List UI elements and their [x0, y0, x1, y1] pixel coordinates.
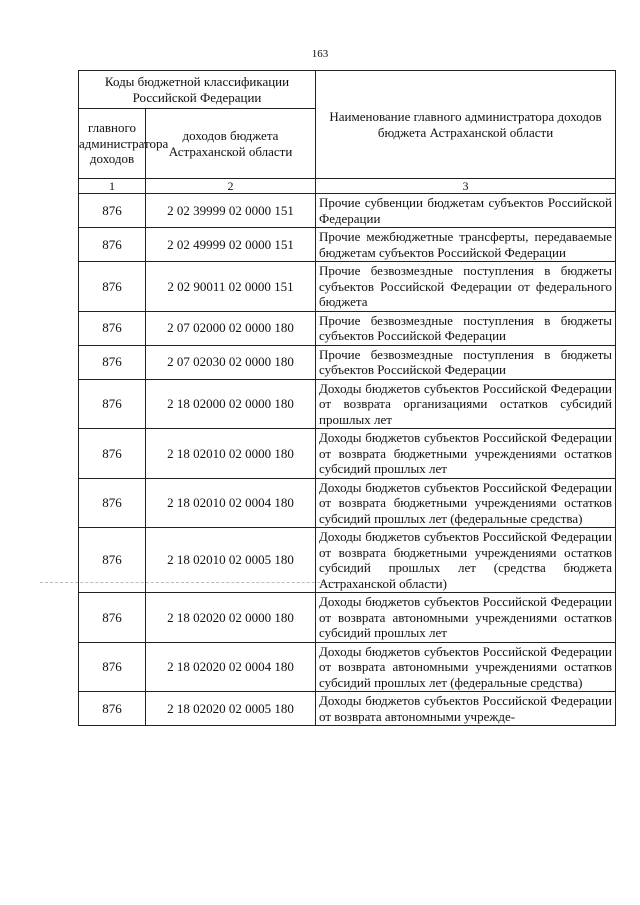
income-code-cell: 2 07 02030 02 0000 180 [146, 345, 316, 379]
column-number: 2 [146, 179, 316, 194]
header-codes-group: Коды бюджетной классификации Российской Федерации [79, 71, 316, 109]
budget-classification-table [78, 70, 616, 726]
income-code-cell: 2 18 02020 02 0000 180 [146, 593, 316, 643]
header-name-column: Наименование главного администратора доходов бюджета Астраханской области [316, 71, 616, 179]
income-name-cell: Прочие межбюджетные трансферты, передаваемые бюджетам субъектов Российской Федерации [316, 228, 616, 262]
income-code-cell: 2 18 02000 02 0000 180 [146, 379, 316, 429]
income-code-cell: 2 02 39999 02 0000 151 [146, 194, 316, 228]
table-row [79, 194, 616, 228]
income-name-cell: Доходы бюджетов субъектов Российской Федерации от возврата автономными учрежде- [316, 692, 616, 726]
admin-code-cell: 876 [79, 478, 146, 528]
income-name-cell: Доходы бюджетов субъектов Российской Федерации от возврата организациями остатков субсидий прошлых лет [316, 379, 616, 429]
header-admin-column: главного администратора доходов [79, 109, 146, 179]
table-row [79, 692, 616, 726]
table-row [79, 228, 616, 262]
income-code-cell: 2 02 90011 02 0000 151 [146, 262, 316, 312]
admin-code-cell: 876 [79, 692, 146, 726]
income-code-cell: 2 18 02010 02 0000 180 [146, 429, 316, 479]
table-row [79, 345, 616, 379]
admin-code-cell: 876 [79, 311, 146, 345]
income-code-cell: 2 18 02020 02 0004 180 [146, 642, 316, 692]
column-number-row [79, 179, 616, 194]
income-name-cell: Доходы бюджетов субъектов Российской Федерации от возврата бюджетными учреждениями остатков субсидий прошлых лет (средства бюджета Астраханской области) [316, 528, 616, 593]
table-row [79, 262, 616, 312]
income-code-cell: 2 07 02000 02 0000 180 [146, 311, 316, 345]
income-code-cell: 2 18 02010 02 0004 180 [146, 478, 316, 528]
column-number: 3 [316, 179, 616, 194]
table-row [79, 528, 616, 593]
income-name-cell: Прочие безвозмездные поступления в бюджеты субъектов Российской Федерации [316, 345, 616, 379]
admin-code-cell: 876 [79, 228, 146, 262]
admin-code-cell: 876 [79, 642, 146, 692]
income-code-cell: 2 18 02020 02 0005 180 [146, 692, 316, 726]
income-code-cell: 2 02 49999 02 0000 151 [146, 228, 316, 262]
admin-code-cell: 876 [79, 429, 146, 479]
table-row [79, 311, 616, 345]
column-number: 1 [79, 179, 146, 194]
header-income-column: доходов бюджета Астраханской области [146, 109, 316, 179]
admin-code-cell: 876 [79, 345, 146, 379]
admin-code-cell: 876 [79, 528, 146, 593]
table-row [79, 593, 616, 643]
income-name-cell: Доходы бюджетов субъектов Российской Федерации от возврата бюджетными учреждениями остатков субсидий прошлых лет (федеральные средства) [316, 478, 616, 528]
income-name-cell: Доходы бюджетов субъектов Российской Федерации от возврата бюджетными учреждениями остатков субсидий прошлых лет [316, 429, 616, 479]
page-number: 163 [311, 48, 329, 60]
table-row [79, 429, 616, 479]
admin-code-cell: 876 [79, 262, 146, 312]
income-name-cell: Прочие субвенции бюджетам субъектов Российской Федерации [316, 194, 616, 228]
table-body [79, 194, 616, 726]
table-row [79, 379, 616, 429]
income-name-cell: Прочие безвозмездные поступления в бюджеты субъектов Российской Федерации от федерального бюджета [316, 262, 616, 312]
admin-code-cell: 876 [79, 379, 146, 429]
table-row [79, 642, 616, 692]
table-row [79, 478, 616, 528]
income-name-cell: Прочие безвозмездные поступления в бюджеты субъектов Российской Федерации [316, 311, 616, 345]
income-code-cell: 2 18 02010 02 0005 180 [146, 528, 316, 593]
income-name-cell: Доходы бюджетов субъектов Российской Федерации от возврата автономными учреждениями остатков субсидий прошлых лет (федеральные средства) [316, 642, 616, 692]
admin-code-cell: 876 [79, 593, 146, 643]
admin-code-cell: 876 [79, 194, 146, 228]
table-header-row [79, 71, 616, 109]
income-name-cell: Доходы бюджетов субъектов Российской Федерации от возврата автономными учреждениями остатков субсидий прошлых лет [316, 593, 616, 643]
